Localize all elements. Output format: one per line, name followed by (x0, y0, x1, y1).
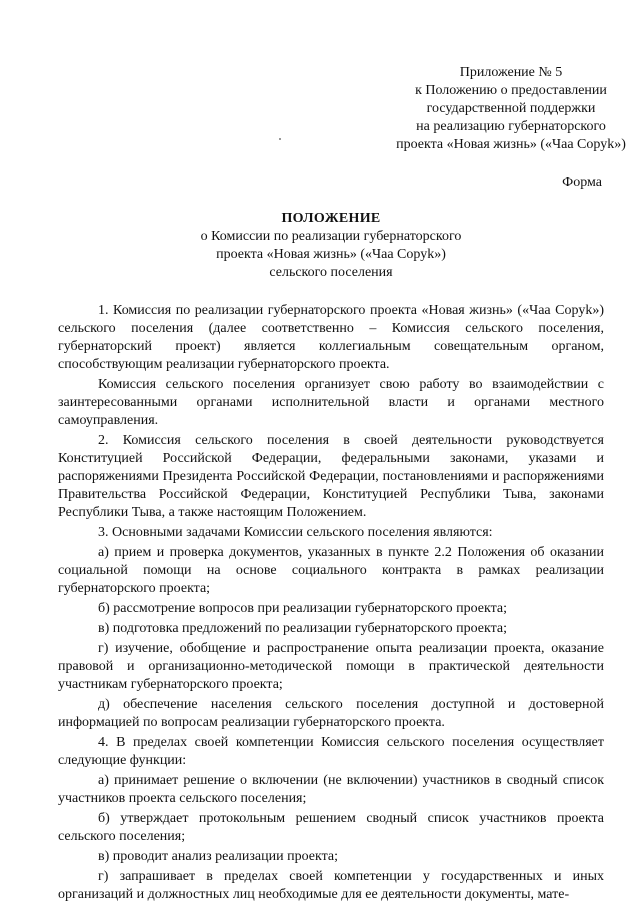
paragraph: 2. Комиссия сельского поселения в своей деятельности руководствуется Конституцией Российской Федерации, федеральными законами, указами и распоряжениями Президента Российской Федерации, постановлениями и распоряжениями Правительства Российской Федерации, Конституцией Республики Тыва, законами Республики Тыва, а также настоящим Положением. (58, 433, 604, 520)
title-line: сельского поселения (269, 265, 393, 280)
paragraph: 1. Комиссия по реализации губернаторского проекта «Новая жизнь» («Чаа Соруk») сельского поселения (далее соответственно – Комиссия сельского поселения, губернаторский проект) является коллегиальным совещательным органом, способствующим реализации губернаторского проекта. (58, 303, 604, 372)
paragraph: 3. Основными задачами Комиссии сельского поселения являются: (98, 525, 493, 540)
paragraph: а) прием и проверка документов, указанных в пункте 2.2 Положения об оказании социальной помощи на основе социального контракта в рамках реализации губернаторского проекта; (58, 545, 604, 596)
paragraph: г) запрашивает в пределах своей компетенции у государственных и иных организаций и должностных лиц необходимые для ее деятельности документы, мате- (58, 869, 604, 902)
title-main: ПОЛОЖЕНИЕ (281, 211, 381, 226)
document-body (58, 302, 604, 904)
paragraph: г) изучение, обобщение и распространение опыта реализации проекта, оказание правовой и организационно-методической помощи в практической деятельности участникам губернаторского проекта; (58, 641, 604, 692)
annex-line: проекта «Новая жизнь» («Чаа Соруk») (396, 137, 626, 152)
document-title (58, 210, 604, 282)
paragraph: Комиссия сельского поселения организует свою работу во взаимодействии с заинтересованными органами исполнительной власти и органами местного самоуправления. (58, 377, 604, 428)
annex-line: государственной поддержки (426, 101, 596, 116)
paragraph: 4. В пределах своей компетенции Комиссия сельского поселения осуществляет следующие функции: (58, 735, 604, 768)
annex-line: на реализацию губернаторского (416, 119, 606, 134)
title-line: проекта «Новая жизнь» («Чаа Соруk») (216, 247, 446, 262)
form-label: Форма (562, 175, 602, 190)
paragraph: д) обеспечение населения сельского поселения доступной и достоверной информацией по вопросам реализации губернаторского проекта. (58, 697, 604, 730)
scan-speck (279, 138, 281, 140)
paragraph: б) рассмотрение вопросов при реализации губернаторского проекта; (98, 601, 507, 616)
annex-line: Приложение № 5 (459, 65, 563, 80)
paragraph: в) проводит анализ реализации проекта; (98, 849, 338, 864)
paragraph: а) принимает решение о включении (не включении) участников в сводный список участников проекта сельского поселения; (58, 773, 604, 806)
annex-header (356, 64, 640, 154)
title-line: о Комиссии по реализации губернаторского (200, 229, 462, 244)
paragraph: в) подготовка предложений по реализации губернаторского проекта; (98, 621, 507, 636)
annex-line: к Положению о предоставлении (415, 83, 607, 98)
paragraph: б) утверждает протокольным решением сводный список участников проекта сельского поселения; (58, 811, 604, 844)
